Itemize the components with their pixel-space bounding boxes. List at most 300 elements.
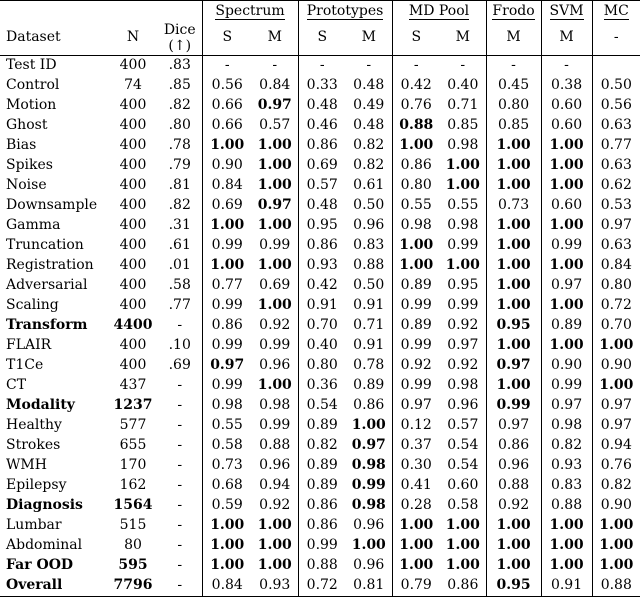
cell-score: 0.91: [353, 297, 385, 313]
cell-score: 0.98: [351, 497, 386, 513]
table-row: [0, 236, 640, 256]
cell-score: 0.98: [202, 396, 252, 416]
cell-score: 0.62: [592, 176, 640, 196]
cell-score: 0.86: [298, 136, 346, 156]
table-row: [0, 356, 640, 376]
cell-n: 400: [119, 357, 147, 373]
header-mc: -: [592, 21, 640, 55]
cell-score: 0.69: [202, 196, 252, 216]
group-header-row: [0, 1, 640, 22]
cell-dataset: Test ID: [0, 55, 108, 76]
cell-score: 0.48: [353, 77, 385, 93]
cell-score: 1.00: [541, 256, 592, 276]
cell-score: 1.00: [592, 536, 640, 556]
cell-score: 1.00: [392, 236, 440, 256]
cell-score: 1.00: [486, 336, 541, 356]
table-row: [0, 416, 640, 436]
cell-score: 1.00: [486, 176, 541, 196]
cell-score: 0.99: [351, 477, 386, 493]
cell-score: 0.88: [541, 496, 592, 516]
header-frodo-m: M: [486, 21, 541, 55]
table-row: [0, 196, 640, 216]
cell-score: 1.00: [592, 556, 640, 576]
cell-dice: .79: [168, 157, 191, 173]
table-row: [0, 136, 640, 156]
cell-score: 0.40: [447, 77, 479, 93]
table-row: [0, 516, 640, 536]
cell-score: 0.98: [447, 137, 479, 153]
cell-score: 0.78: [353, 357, 385, 373]
cell-dice: -: [177, 457, 183, 473]
cell-score: 0.63: [592, 236, 640, 256]
cell-score: 0.98: [351, 457, 386, 473]
cell-score: 0.97: [447, 337, 479, 353]
cell-score: 1.00: [445, 157, 480, 173]
cell-score: 0.86: [353, 397, 385, 413]
cell-score: 0.91: [353, 337, 385, 353]
cell-score: 1.00: [486, 276, 541, 296]
cell-score: 0.92: [259, 317, 291, 333]
cell-score: 1.00: [486, 536, 541, 556]
header-prototypes-s: S: [298, 21, 346, 55]
cell-n: 7796: [108, 576, 158, 597]
cell-score: 0.89: [353, 377, 385, 393]
cell-score: 1.00: [351, 417, 386, 433]
cell-dataset: Scaling: [6, 297, 59, 313]
cell-score: 0.99: [259, 417, 291, 433]
cell-score: 0.45: [486, 76, 541, 96]
cell-score: 1.00: [257, 137, 292, 153]
cell-dice: .61: [168, 237, 191, 253]
cell-score: 0.99: [259, 337, 291, 353]
header-mdpool-m: M: [455, 29, 470, 46]
cell-n: 400: [119, 157, 147, 173]
cell-dice: -: [177, 557, 183, 573]
cell-score: 0.72: [592, 296, 640, 316]
cell-score: 1.00: [445, 177, 480, 193]
cell-score: 1.00: [592, 516, 640, 536]
cell-score: 0.88: [486, 476, 541, 496]
cell-n: 577: [119, 417, 147, 433]
cell-score: 0.38: [541, 76, 592, 96]
cell-score: -: [298, 55, 346, 76]
cell-score: 0.96: [353, 517, 385, 533]
cell-score: 1.00: [257, 557, 292, 573]
cell-score: 0.91: [298, 296, 346, 316]
cell-score: 0.92: [447, 317, 479, 333]
cell-score: 1.00: [541, 156, 592, 176]
cell-n: 400: [119, 217, 147, 233]
group-frodo: Frodo: [492, 2, 535, 19]
cell-score: 0.89: [541, 316, 592, 336]
cell-score: 1.00: [486, 236, 541, 256]
cell-score: 0.80: [486, 96, 541, 116]
cell-score: 0.28: [392, 496, 440, 516]
cell-score: 0.92: [392, 356, 440, 376]
cell-n: 400: [119, 137, 147, 153]
cell-dataset: Strokes: [6, 437, 61, 453]
cell-score: 1.00: [486, 296, 541, 316]
cell-dataset: Adversarial: [6, 277, 88, 293]
table-row: [0, 55, 640, 76]
cell-dice: -: [177, 417, 183, 433]
cell-score: 1.00: [202, 516, 252, 536]
cell-score: 1.00: [445, 537, 480, 553]
table-row: [0, 336, 640, 356]
table-row: [0, 576, 640, 597]
cell-score: 1.00: [592, 376, 640, 396]
cell-score: 0.97: [592, 416, 640, 436]
cell-score: 1.00: [392, 256, 440, 276]
cell-score: 0.96: [353, 217, 385, 233]
cell-n: 515: [119, 517, 147, 533]
cell-score: 0.50: [353, 197, 385, 213]
cell-score: 0.37: [392, 436, 440, 456]
cell-score: 0.71: [447, 97, 479, 113]
cell-score: 0.90: [592, 496, 640, 516]
cell-score: 1.00: [202, 556, 252, 576]
cell-n: 1564: [113, 497, 153, 513]
header-n: N: [126, 29, 140, 46]
cell-score: 0.98: [259, 397, 291, 413]
cell-score: -: [252, 55, 298, 76]
cell-score: 0.61: [353, 177, 385, 193]
cell-score: 1.00: [541, 336, 592, 356]
header-spectrum-s: S: [202, 21, 252, 55]
cell-score: 0.99: [541, 236, 592, 256]
table-row: [0, 256, 640, 276]
cell-score: 1.00: [257, 377, 292, 393]
cell-score: 0.97: [541, 276, 592, 296]
cell-score: 0.97: [202, 356, 252, 376]
cell-dice: .85: [168, 77, 191, 93]
cell-score: 0.30: [392, 456, 440, 476]
cell-dataset: Lumbar: [6, 517, 62, 533]
cell-n: 400: [119, 297, 147, 313]
cell-score: 0.96: [353, 557, 385, 573]
cell-score: 0.63: [592, 156, 640, 176]
cell-score: 0.90: [592, 356, 640, 376]
cell-score: -: [202, 55, 252, 76]
cell-score: 1.00: [486, 216, 541, 236]
cell-dice: -: [177, 397, 183, 413]
cell-score: -: [346, 55, 392, 76]
cell-n: 400: [108, 55, 158, 76]
cell-score: 1.00: [392, 136, 440, 156]
cell-n: 595: [118, 557, 148, 573]
cell-score: 0.57: [447, 417, 479, 433]
cell-score: 0.93: [252, 576, 298, 597]
cell-score: 0.50: [353, 277, 385, 293]
cell-score: 0.96: [486, 456, 541, 476]
cell-score: 0.94: [259, 477, 291, 493]
header-svm-m: M: [541, 21, 592, 55]
cell-score: 0.80: [392, 176, 440, 196]
cell-score: 0.72: [298, 576, 346, 597]
cell-score: 0.82: [541, 436, 592, 456]
cell-score: 0.55: [202, 416, 252, 436]
cell-score: 0.90: [202, 156, 252, 176]
table-row: [0, 536, 640, 556]
cell-score: 0.76: [592, 456, 640, 476]
cell-score: 0.99: [202, 376, 252, 396]
cell-dataset: Control: [6, 77, 60, 93]
cell-dice: .81: [168, 177, 191, 193]
column-header-row: [0, 21, 640, 55]
cell-score: 1.00: [541, 536, 592, 556]
cell-score: 0.97: [351, 437, 386, 453]
cell-score: 0.95: [298, 216, 346, 236]
cell-score: 0.86: [486, 436, 541, 456]
cell-score: 0.80: [298, 356, 346, 376]
cell-score: 0.93: [298, 256, 346, 276]
cell-dataset: Transform: [6, 317, 88, 333]
cell-score: 0.82: [298, 436, 346, 456]
cell-score: 1.00: [445, 257, 480, 273]
cell-score: 1.00: [541, 216, 592, 236]
cell-score: 0.48: [353, 117, 385, 133]
cell-score: 1.00: [592, 336, 640, 356]
table-row: [0, 276, 640, 296]
cell-dataset: T1Ce: [6, 357, 44, 373]
cell-score: 0.54: [447, 457, 479, 473]
cell-dice: .58: [168, 277, 191, 293]
cell-dataset: WMH: [6, 457, 47, 473]
table-row: [0, 376, 640, 396]
cell-dice: -: [177, 477, 183, 493]
cell-dice: .31: [168, 217, 191, 233]
cell-score: 0.68: [202, 476, 252, 496]
cell-score: 0.50: [592, 76, 640, 96]
cell-dice: .77: [168, 297, 191, 313]
cell-score: 0.95: [486, 316, 541, 336]
cell-n: 400: [119, 237, 147, 253]
cell-score: 0.96: [447, 397, 479, 413]
cell-score: 0.97: [392, 396, 440, 416]
cell-score: 0.66: [202, 96, 252, 116]
cell-score: 1.00: [202, 136, 252, 156]
table-row: [0, 476, 640, 496]
cell-score: 0.99: [486, 396, 541, 416]
cell-dice: .78: [168, 137, 191, 153]
cell-score: 0.86: [298, 516, 346, 536]
cell-score: 1.00: [257, 177, 292, 193]
group-prototypes: Prototypes: [306, 2, 384, 19]
cell-score: 0.99: [202, 336, 252, 356]
cell-score: -: [392, 55, 440, 76]
cell-score: 0.99: [202, 236, 252, 256]
cell-score: 0.84: [259, 77, 291, 93]
cell-score: 0.96: [259, 357, 291, 373]
cell-score: 0.57: [259, 117, 291, 133]
cell-score: [592, 55, 640, 76]
table-row: [0, 76, 640, 96]
cell-score: 0.82: [353, 137, 385, 153]
table-row: [0, 116, 640, 136]
cell-dataset: CT: [6, 377, 27, 393]
cell-score: 0.70: [298, 316, 346, 336]
table-row: [0, 156, 640, 176]
cell-score: 0.41: [392, 476, 440, 496]
cell-score: 0.66: [202, 116, 252, 136]
cell-score: 0.77: [202, 276, 252, 296]
cell-score: 0.88: [592, 576, 640, 597]
table-row: [0, 296, 640, 316]
cell-score: 0.86: [202, 316, 252, 336]
cell-dice: -: [177, 377, 183, 393]
cell-score: 0.58: [447, 497, 479, 513]
cell-score: 0.84: [592, 256, 640, 276]
cell-dataset: Noise: [6, 177, 47, 193]
cell-score: 1.00: [392, 556, 440, 576]
cell-score: -: [486, 55, 541, 76]
cell-dataset: Overall: [0, 576, 108, 597]
cell-n: 400: [119, 177, 147, 193]
cell-score: 0.49: [353, 97, 385, 113]
cell-dataset: Abdominal: [6, 537, 83, 553]
cell-score: 0.92: [447, 357, 479, 373]
cell-score: 0.56: [592, 96, 640, 116]
cell-score: 0.60: [541, 96, 592, 116]
cell-score: 0.97: [592, 216, 640, 236]
cell-score: 0.46: [298, 116, 346, 136]
cell-score: 1.00: [486, 256, 541, 276]
cell-score: 1.00: [541, 176, 592, 196]
cell-score: 0.63: [592, 116, 640, 136]
cell-score: 1.00: [392, 536, 440, 556]
cell-dice: .83: [158, 55, 202, 76]
cell-score: 1.00: [486, 136, 541, 156]
cell-dataset: Epilepsy: [6, 477, 67, 493]
cell-score: 0.56: [202, 76, 252, 96]
table-row: [0, 216, 640, 236]
table-row: [0, 496, 640, 516]
cell-score: 1.00: [257, 537, 292, 553]
cell-score: 0.85: [447, 117, 479, 133]
cell-dice: .82: [168, 97, 191, 113]
cell-score: 0.95: [447, 277, 479, 293]
cell-dice: .80: [168, 117, 191, 133]
cell-score: 0.88: [259, 437, 291, 453]
cell-score: 0.89: [392, 276, 440, 296]
table-body: [0, 55, 640, 596]
cell-score: 0.97: [541, 396, 592, 416]
table-row: [0, 556, 640, 576]
cell-score: 0.99: [259, 237, 291, 253]
cell-score: 1.00: [392, 516, 440, 536]
cell-score: 0.96: [259, 457, 291, 473]
cell-score: 1.00: [445, 557, 480, 573]
cell-dice: .69: [168, 357, 191, 373]
cell-score: 0.99: [392, 376, 440, 396]
cell-n: 655: [119, 437, 147, 453]
cell-score: 0.86: [392, 156, 440, 176]
cell-score: 1.00: [202, 216, 252, 236]
cell-score: 0.97: [486, 416, 541, 436]
cell-score: 0.90: [541, 356, 592, 376]
cell-dataset: Motion: [6, 97, 57, 113]
cell-score: 0.57: [298, 176, 346, 196]
cell-score: 0.33: [298, 76, 346, 96]
header-dice: Dice (↑): [163, 21, 196, 54]
cell-score: 1.00: [202, 256, 252, 276]
cell-score: 0.42: [392, 76, 440, 96]
cell-score: 1.00: [257, 517, 292, 533]
cell-score: 0.99: [392, 336, 440, 356]
cell-dataset: Downsample: [6, 197, 98, 213]
cell-n: 170: [119, 457, 147, 473]
cell-score: 0.89: [298, 476, 346, 496]
cell-score: 0.55: [447, 197, 479, 213]
cell-score: 0.92: [259, 497, 291, 513]
cell-score: 1.00: [351, 537, 386, 553]
group-svm: SVM: [549, 2, 584, 19]
cell-score: 0.99: [392, 296, 440, 316]
cell-dataset: Healthy: [6, 417, 62, 433]
cell-score: 0.77: [592, 136, 640, 156]
cell-score: 0.99: [202, 296, 252, 316]
cell-n: 400: [119, 337, 147, 353]
cell-dataset: Truncation: [6, 237, 84, 253]
cell-score: 1.00: [486, 376, 541, 396]
cell-score: 0.58: [202, 436, 252, 456]
cell-score: 0.60: [541, 116, 592, 136]
cell-dataset: Ghost: [6, 117, 48, 133]
cell-score: 1.00: [541, 296, 592, 316]
cell-n: 400: [119, 97, 147, 113]
cell-score: 0.97: [257, 97, 292, 113]
cell-dice: -: [177, 517, 183, 533]
cell-n: 400: [119, 277, 147, 293]
cell-score: 0.98: [541, 416, 592, 436]
cell-score: 0.12: [392, 416, 440, 436]
cell-score: 1.00: [541, 136, 592, 156]
cell-score: 0.97: [592, 396, 640, 416]
cell-dataset: Diagnosis: [6, 497, 83, 513]
group-mc: MC: [603, 2, 629, 19]
cell-score: 1.00: [257, 257, 292, 273]
cell-n: 1237: [113, 397, 153, 413]
cell-score: 0.73: [486, 196, 541, 216]
cell-score: 0.93: [541, 456, 592, 476]
cell-score: 0.98: [392, 216, 440, 236]
cell-score: 0.55: [392, 196, 440, 216]
cell-score: 0.76: [392, 96, 440, 116]
cell-dataset: Far OOD: [6, 557, 74, 573]
table-row: [0, 176, 640, 196]
header-mdpool-s: S: [392, 21, 440, 55]
cell-score: 0.94: [592, 436, 640, 456]
cell-dice: -: [158, 576, 202, 597]
cell-score: 0.86: [440, 576, 486, 597]
cell-n: 400: [119, 197, 147, 213]
cell-score: 0.83: [541, 476, 592, 496]
cell-dice: .82: [168, 197, 191, 213]
cell-score: 0.86: [298, 236, 346, 256]
cell-dataset: Registration: [6, 257, 94, 273]
cell-score: 0.48: [298, 96, 346, 116]
cell-score: 0.89: [392, 316, 440, 336]
cell-score: 0.59: [202, 496, 252, 516]
cell-score: 0.82: [592, 476, 640, 496]
table-row: [0, 316, 640, 336]
cell-score: 0.69: [298, 156, 346, 176]
cell-score: 0.98: [447, 217, 479, 233]
cell-n: 162: [119, 477, 147, 493]
cell-score: 0.89: [298, 456, 346, 476]
cell-score: 0.48: [298, 196, 346, 216]
cell-score: 0.82: [353, 157, 385, 173]
